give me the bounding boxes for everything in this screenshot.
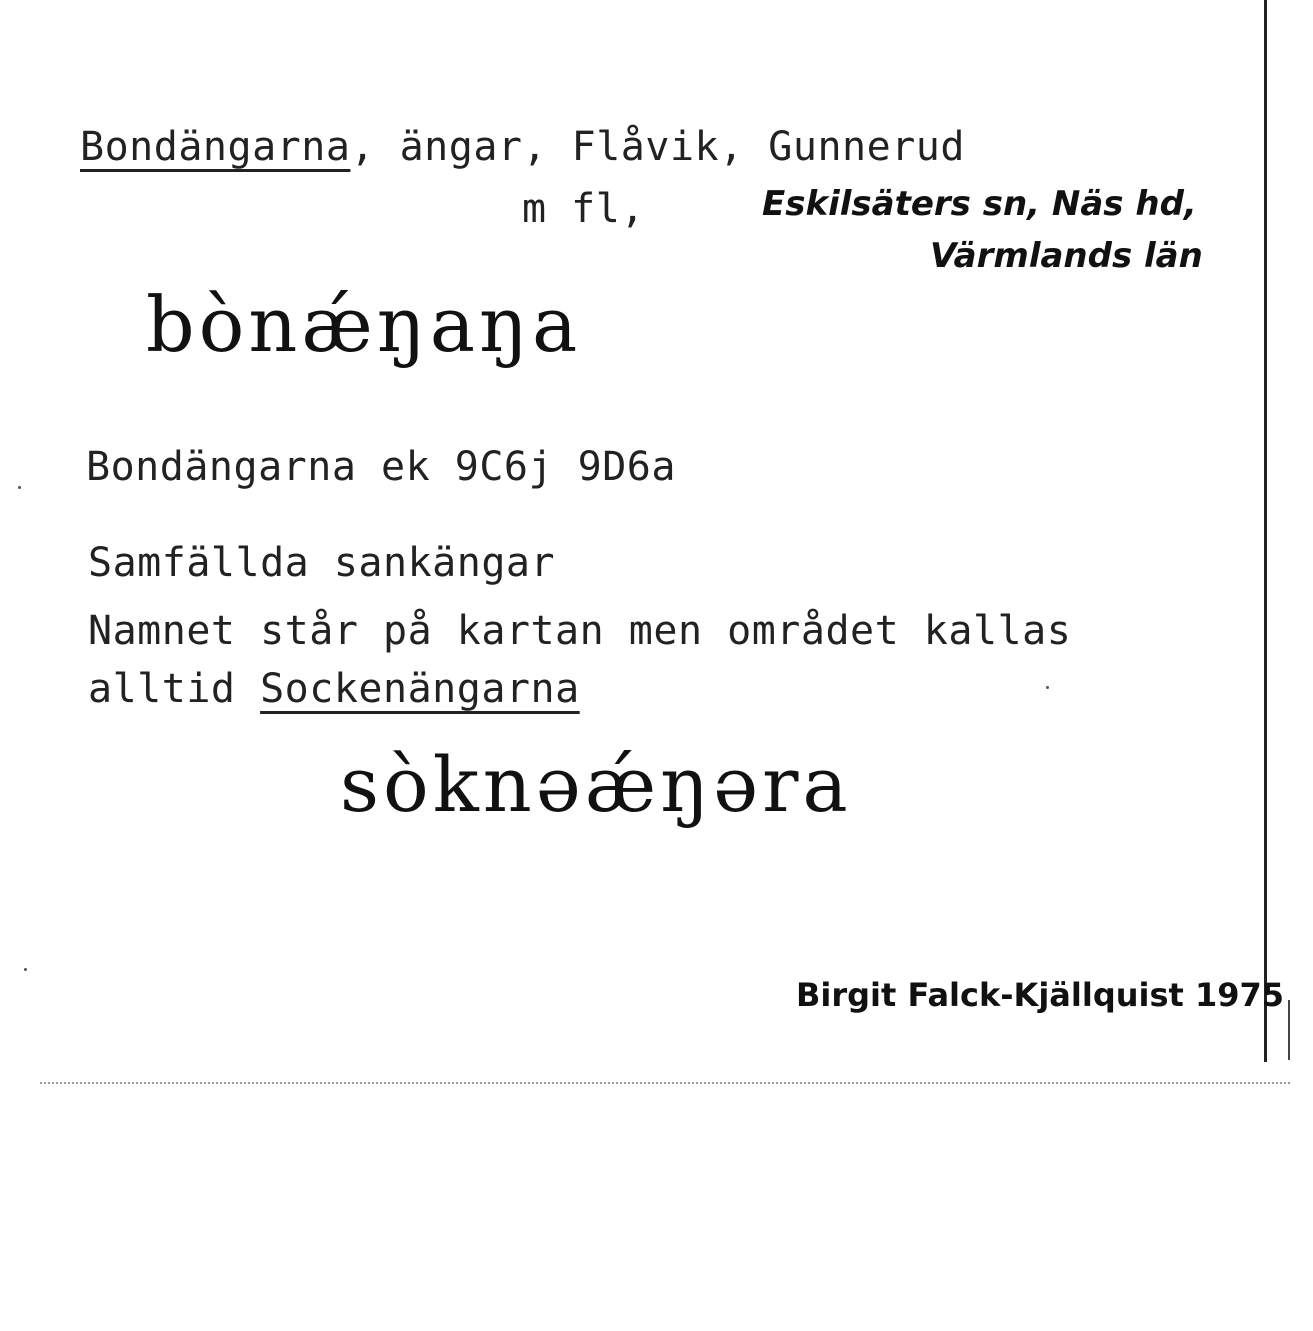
header-line-2: m fl, <box>522 186 645 232</box>
note-line-2-prefix: alltid <box>88 666 236 712</box>
paper-speck <box>1046 686 1049 689</box>
recorder-stamp: Birgit Falck-Kjällquist 1975 <box>796 976 1285 1014</box>
card-right-edge-lower <box>1288 1000 1290 1060</box>
note-line-2 <box>88 666 580 712</box>
map-reference: Bondängarna ek 9C6j 9D6a <box>86 444 676 490</box>
note-line-1: Namnet står på kartan men området kallas <box>88 608 1072 654</box>
description: Samfällda sankängar <box>88 540 556 586</box>
parish-stamp: Eskilsäters sn, Näs hd, <box>762 184 1197 224</box>
paper-speck <box>18 486 21 489</box>
alternate-name: Sockenängarna <box>260 666 580 712</box>
paper-speck <box>24 968 27 971</box>
phonetic-transcription-1: bònǽŋaŋa <box>146 280 582 369</box>
county-stamp: Värmlands län <box>930 236 1203 276</box>
card-right-edge <box>1264 0 1267 1062</box>
card-bottom-edge <box>40 1082 1290 1084</box>
headword: Bondängarna <box>80 124 351 170</box>
phonetic-transcription-2: sòknəǽŋəra <box>340 740 852 829</box>
header-rest: , ängar, Flåvik, Gunnerud <box>350 124 965 170</box>
header-line-1 <box>80 124 965 170</box>
